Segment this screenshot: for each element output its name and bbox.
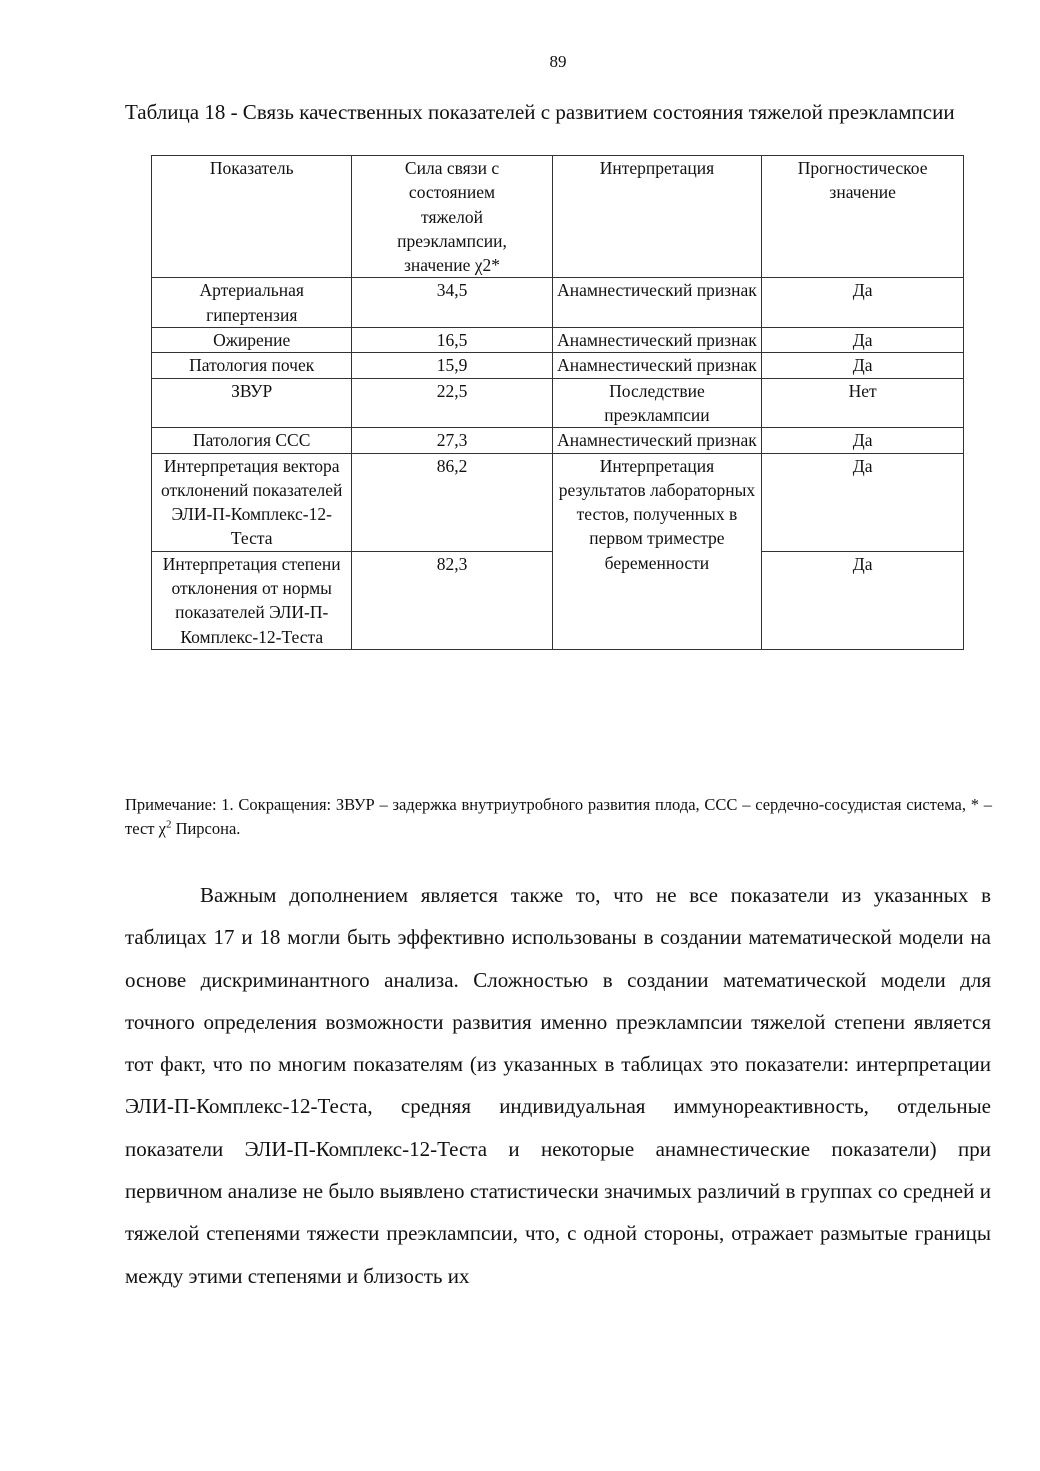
cell-strength: 27,3 xyxy=(352,428,552,453)
header-prognostic: Прогностическое значение xyxy=(762,156,964,278)
table-row xyxy=(152,278,964,328)
cell-prognostic: Да xyxy=(762,453,964,551)
cell-indicator: Патология почек xyxy=(152,353,352,378)
table-caption: Таблица 18 - Связь качественных показателей с развитием состояния тяжелой преэклампсии xyxy=(125,100,955,124)
note-superscript: 2 xyxy=(165,818,172,831)
table-row xyxy=(152,353,964,378)
indicators-table xyxy=(151,155,964,650)
note-text: Примечание: 1. Сокращения: ЗВУР – задержка внутриутробного развития плода, ССС – сердечно-сосудистая система, * – тест χ xyxy=(125,795,992,838)
cell-strength: 16,5 xyxy=(352,328,552,353)
cell-interpretation: Анамнестический признак xyxy=(552,328,762,353)
cell-indicator: Ожирение xyxy=(152,328,352,353)
table-row xyxy=(152,378,964,428)
cell-prognostic: Нет xyxy=(762,378,964,428)
cell-indicator: Патология ССС xyxy=(152,428,352,453)
cell-prognostic: Да xyxy=(762,278,964,328)
header-strength-text: Сила связи с состоянием тяжелой преэклампсии, значение χ2* xyxy=(397,158,507,276)
cell-indicator: Интерпретация вектора отклонений показателей ЭЛИ-П-Комплекс-12-Теста xyxy=(152,453,352,551)
cell-indicator: Артериальная гипертензия xyxy=(152,278,352,328)
cell-interpretation: Интерпретация результатов лабораторных тестов, полученных в первом триместре беременности xyxy=(552,453,762,649)
cell-interpretation: Последствие преэклампсии xyxy=(552,378,762,428)
cell-interpretation: Анамнестический признак xyxy=(552,353,762,378)
note-text-end: Пирсона. xyxy=(171,819,241,838)
cell-prognostic: Да xyxy=(762,551,964,649)
table-row xyxy=(152,428,964,453)
cell-strength: 15,9 xyxy=(352,353,552,378)
table-row xyxy=(152,328,964,353)
cell-strength: 86,2 xyxy=(352,453,552,551)
cell-interpretation: Анамнестический признак xyxy=(552,278,762,328)
page-number: 89 xyxy=(549,52,567,71)
cell-strength: 34,5 xyxy=(352,278,552,328)
cell-strength: 22,5 xyxy=(352,378,552,428)
cell-prognostic: Да xyxy=(762,328,964,353)
cell-interpretation: Анамнестический признак xyxy=(552,428,762,453)
header-strength xyxy=(352,156,552,278)
table-header-row xyxy=(152,156,964,278)
header-indicator: Показатель xyxy=(152,156,352,278)
cell-prognostic: Да xyxy=(762,353,964,378)
body-paragraph: Важным дополнением является также то, что не все показатели из указанных в таблицах 17 и 18 могли быть эффективно использованы в создании математической модели на основе дискриминантного анализа. Сложностью в создании математической модели для точного определения возможности развития именно преэклампсии тяжелой степени является тот факт, что по многим показателям (из указанных в таблицах это показатели: интерпретации ЭЛИ-П-Комплекс-12-Теста, средняя индивидуальная иммунореактивность, отдельные показатели ЭЛИ-П-Комплекс-12-Теста и некоторые анамнестические показатели) при первичном анализе не было выявлено статистически значимых различий в группах со средней и тяжелой степенями тяжести преэклампсии, что, с одной стороны, отражает размытые границы между этими степенями и близость их xyxy=(125,883,991,1288)
cell-prognostic: Да xyxy=(762,428,964,453)
cell-indicator: Интерпретация степени отклонения от нормы показателей ЭЛИ-П-Комплекс-12-Теста xyxy=(152,551,352,649)
table-row xyxy=(152,453,964,551)
header-interpretation: Интерпретация xyxy=(552,156,762,278)
table-note xyxy=(125,793,992,841)
cell-indicator: ЗВУР xyxy=(152,378,352,428)
cell-strength: 82,3 xyxy=(352,551,552,649)
